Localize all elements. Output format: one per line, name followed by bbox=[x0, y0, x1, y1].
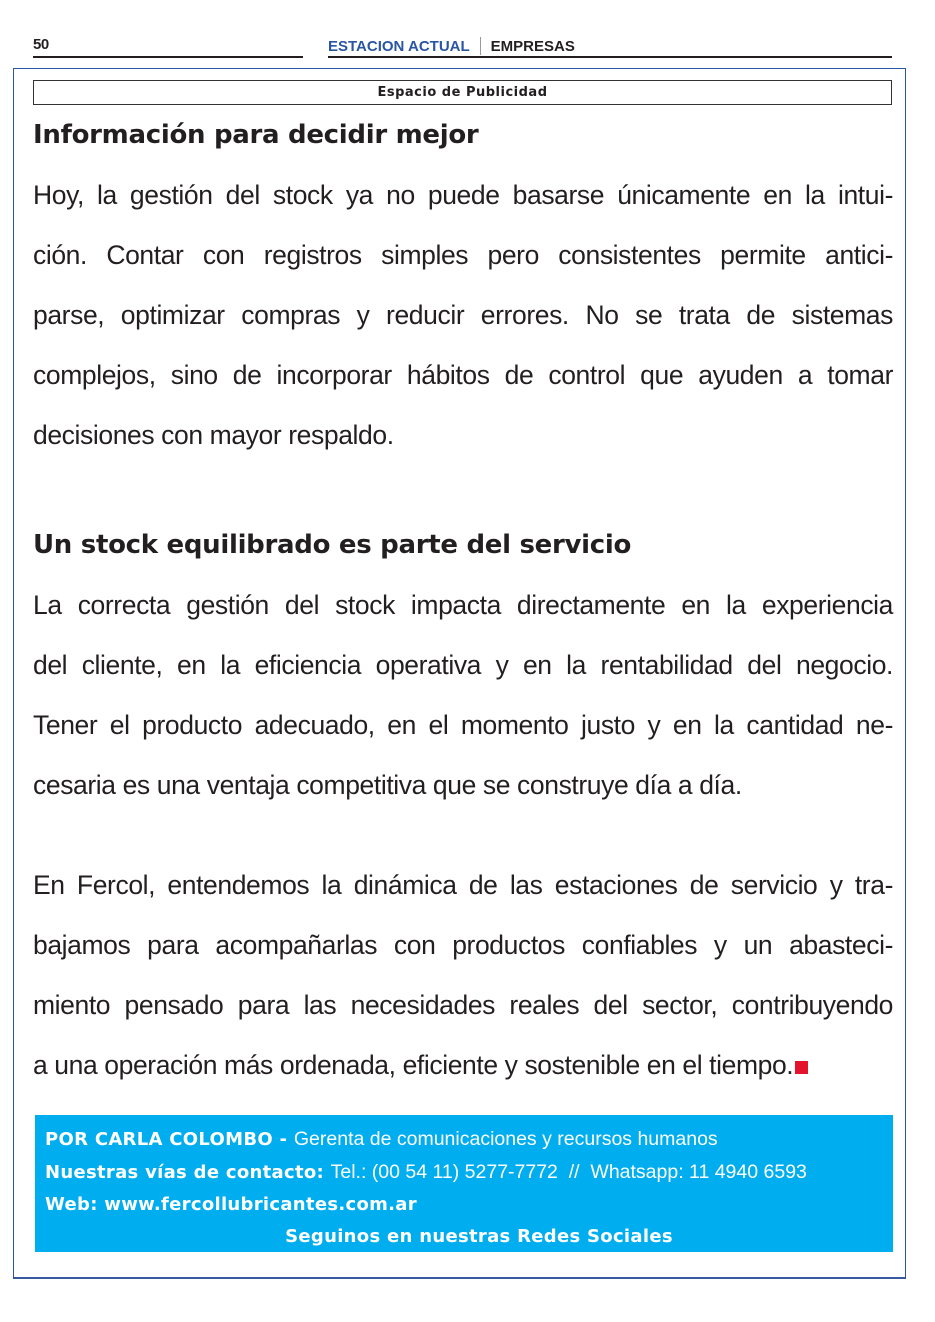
author-row bbox=[45, 1123, 883, 1156]
body-line: En Fercol, entendemos la dinámica de las estaciones de servicio y tra- bbox=[33, 870, 893, 900]
header-rule-left bbox=[33, 56, 303, 58]
body-line: bajamos para acompañarlas con productos confiables y un abasteci- bbox=[33, 930, 893, 960]
contact-value: Tel.: (00 54 11) 5277-7772 // Whatsapp: 11 4940 6593 bbox=[330, 1161, 807, 1183]
ad-space-label: Espacio de Publicidad bbox=[33, 80, 892, 105]
publication-name: ESTACION ACTUAL bbox=[328, 37, 470, 55]
header-rule-right bbox=[328, 56, 892, 58]
body-line: parse, optimizar compras y reducir errores. No se trata de sistemas bbox=[33, 300, 893, 330]
body-line: complejos, sino de incorporar hábitos de control que ayuden a tomar bbox=[33, 360, 893, 390]
web-link[interactable]: Web: www.fercollubricantes.com.ar bbox=[45, 1194, 417, 1215]
author-label: POR CARLA COLOMBO - bbox=[45, 1129, 294, 1150]
section-name: EMPRESAS bbox=[490, 37, 575, 55]
body-line: miento pensado para las necesidades reales del sector, contribuyendo bbox=[33, 990, 893, 1020]
web-row bbox=[45, 1189, 883, 1221]
contact-label: Nuestras vías de contacto: bbox=[45, 1162, 331, 1183]
body-line: decisiones con mayor respaldo. bbox=[33, 420, 394, 450]
body-line-text: a una operación más ordenada, eficiente y sostenible en el tiempo. bbox=[33, 1050, 794, 1080]
contact-box bbox=[35, 1115, 893, 1252]
author-role: Gerenta de comunicaciones y recursos humanos bbox=[293, 1128, 718, 1150]
header-divider bbox=[480, 37, 481, 55]
social-label: Seguinos en nuestras Redes Sociales bbox=[285, 1226, 673, 1247]
body-line: Hoy, la gestión del stock ya no puede basarse únicamente en la intui- bbox=[33, 180, 893, 210]
section-heading: Un stock equilibrado es parte del servicio bbox=[33, 530, 632, 560]
social-row bbox=[45, 1221, 883, 1253]
header-section bbox=[328, 37, 575, 55]
body-line: cesaria es una ventaja competitiva que se construye día a día. bbox=[33, 770, 742, 800]
body-line: del cliente, en la eficiencia operativa y en la rentabilidad del negocio. bbox=[33, 650, 893, 680]
section-heading: Información para decidir mejor bbox=[33, 120, 479, 150]
body-line: La correcta gestión del stock impacta directamente en la experiencia bbox=[33, 590, 893, 620]
body-line-final bbox=[33, 1050, 893, 1081]
page-number: 50 bbox=[33, 36, 49, 53]
body-line: ción. Contar con registros simples pero consistentes permite antici- bbox=[33, 240, 893, 270]
end-mark-icon bbox=[795, 1061, 808, 1074]
contact-row bbox=[45, 1156, 883, 1189]
body-line: Tener el producto adecuado, en el momento justo y en la cantidad ne- bbox=[33, 710, 893, 740]
